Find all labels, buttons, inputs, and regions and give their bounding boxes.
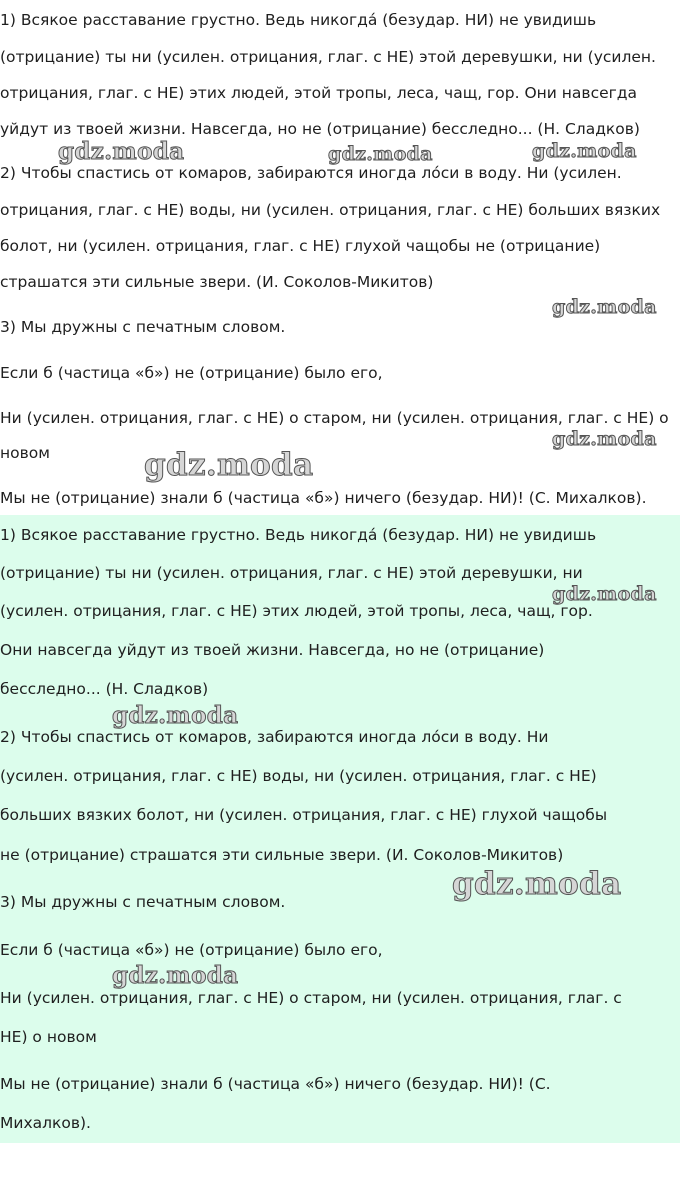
text-line: (усилен. отрицания, глаг. с НЕ) воды, ни (усилен. отрицания, глаг. с НЕ)	[0, 767, 597, 785]
text-line: (усилен. отрицания, глаг. с НЕ) этих людей, этой тропы, леса, чащ, гор.	[0, 602, 593, 620]
text-line: Если б (частица «б») не (отрицание) было его,	[0, 941, 383, 959]
text-line: НЕ) о новом	[0, 1028, 97, 1046]
text-line: уйдут из твоей жизни. Навсегда, но не (отрицание) бесследно... (Н. Сладков)	[0, 120, 640, 138]
watermark: gdz.moda	[552, 583, 657, 605]
text-line: отрицания, глаг. с НЕ) воды, ни (усилен. отрицания, глаг. с НЕ) больших вязких	[0, 201, 661, 219]
text-line: болот, ни (усилен. отрицания, глаг. с НЕ) глухой чащобы не (отрицание)	[0, 237, 601, 255]
text-line: Ни (усилен. отрицания, глаг. с НЕ) о старом, ни (усилен. отрицания, глаг. с	[0, 989, 622, 1007]
text-line: Ни (усилен. отрицания, глаг. с НЕ) о старом, ни (усилен. отрицания, глаг. с НЕ) о	[0, 409, 669, 427]
text-line: (отрицание) ты ни (усилен. отрицания, глаг. с НЕ) этой деревушки, ни (усилен.	[0, 48, 656, 66]
text-line: Михалков).	[0, 1114, 91, 1132]
text-line: Мы не (отрицание) знали б (частица «б») ничего (безудар. НИ)! (С. Михалков).	[0, 489, 647, 507]
text-line: не (отрицание) страшатся эти сильные звери. (И. Соколов-Микитов)	[0, 846, 564, 864]
watermark: gdz.moda	[552, 296, 657, 318]
text-line: новом	[0, 444, 50, 462]
text-line: 2) Чтобы спастись от комаров, забираются иногда ло́си в воду. Ни (усилен.	[0, 164, 622, 182]
text-line: 3) Мы дружны с печатным словом.	[0, 893, 286, 911]
text-line: 1) Всякое расставание грустно. Ведь никогда́ (безудар. НИ) не увидишь	[0, 526, 597, 544]
text-line: Если б (частица «б») не (отрицание) было его,	[0, 364, 383, 382]
text-line: (отрицание) ты ни (усилен. отрицания, глаг. с НЕ) этой деревушки, ни	[0, 564, 583, 582]
watermark: gdz.moda	[112, 962, 239, 989]
text-line: больших вязких болот, ни (усилен. отрицания, глаг. с НЕ) глухой чащобы	[0, 806, 608, 824]
text-line: отрицания, глаг. с НЕ) этих людей, этой тропы, леса, чащ, гор. Они навсегда	[0, 84, 637, 102]
watermark: gdz.moda	[112, 702, 239, 729]
watermark: gdz.moda	[328, 143, 433, 165]
watermark: gdz.moda	[452, 866, 622, 902]
text-line: Мы не (отрицание) знали б (частица «б») ничего (безудар. НИ)! (С.	[0, 1075, 551, 1093]
watermark: gdz.moda	[144, 447, 314, 483]
watermark: gdz.moda	[552, 428, 657, 450]
answer-section-2	[0, 515, 680, 1143]
watermark: gdz.moda	[532, 140, 637, 162]
text-line: бесследно... (Н. Сладков)	[0, 680, 209, 698]
text-line: 2) Чтобы спастись от комаров, забираются иногда ло́си в воду. Ни	[0, 728, 549, 746]
text-line: Они навсегда уйдут из твоей жизни. Навсегда, но не (отрицание)	[0, 641, 545, 659]
text-line: 3) Мы дружны с печатным словом.	[0, 318, 286, 336]
watermark: gdz.moda	[58, 138, 185, 165]
text-line: 1) Всякое расставание грустно. Ведь никогда́ (безудар. НИ) не увидишь	[0, 11, 597, 29]
text-line: страшатся эти сильные звери. (И. Соколов-Микитов)	[0, 273, 434, 291]
